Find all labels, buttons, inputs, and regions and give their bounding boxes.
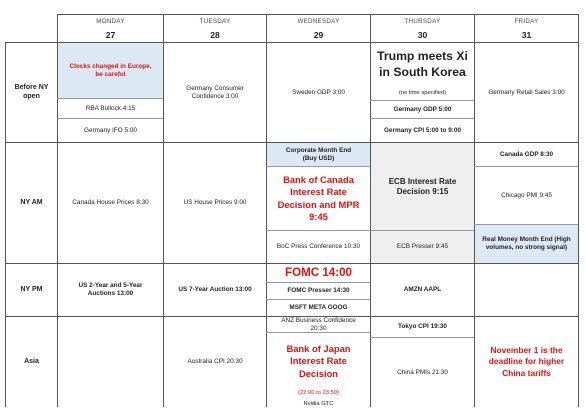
event-canada-house-prices: Canada House Prices 8:30	[72, 199, 149, 206]
event-earnings-thu: AMZN AAPL	[403, 286, 442, 293]
row-label-asia: Asia	[24, 357, 39, 365]
event-germany-cpi: Germany CPI 5:00 to 9:00	[383, 126, 462, 134]
day-date-tuesday: 28	[210, 29, 220, 40]
event-boc-decision: Bank of Canada Interest Rate Decision and MPR 9:45	[277, 173, 360, 222]
event-fri-ny-pm-empty	[475, 264, 578, 316]
event-rba-bullock: RBA Bullock 4:15	[85, 104, 136, 112]
event-boc-press-conference: BoC Press Conference 10:30	[276, 243, 361, 250]
row-label-ny-pm: NY PM	[20, 285, 43, 293]
event-clocks-changed: Clocks changed in Europe, be careful	[58, 43, 163, 98]
event-real-money-month-end: Real Money Month End (High volumes, no strong signal)	[475, 225, 578, 263]
event-ecb-presser: ECB Presser 9:45	[371, 231, 474, 263]
day-date-monday: 27	[105, 29, 116, 40]
row-label-before-ny: Before NY open	[14, 83, 49, 100]
day-name-tuesday: TUESDAY	[199, 18, 231, 26]
event-corporate-month-end: Corporate Month End (Buy USD)	[267, 143, 370, 166]
event-us-house-prices: US House Prices 9:00	[183, 199, 247, 206]
event-november-1-deadline: November 1 is the deadline for higher China tariffs	[488, 345, 565, 378]
day-name-friday: FRIDAY	[514, 18, 539, 26]
event-earnings-wed: MSFT META GOOG	[289, 304, 348, 311]
event-tokyo-cpi: Tokyo CPI 19:30	[398, 323, 447, 330]
event-chicago-pmi: Chicago PMI 9:45	[501, 191, 552, 199]
day-name-monday: MONDAY	[96, 18, 125, 26]
event-germany-ifo: Germany IFO 5:00	[84, 126, 137, 134]
event-china-pmis: China PMIs 21:30	[397, 368, 448, 376]
event-germany-consumer-confidence: Germany Consumer Confidence 3:00	[186, 84, 244, 100]
event-trump-meets-xi: Trump meets Xi in South Korea	[377, 49, 468, 79]
event-anz-business-confidence: ANZ Business Confidence 20:30	[281, 316, 356, 332]
event-us-7-year-auction: US 7-Year Auction 13:00	[178, 286, 252, 293]
day-name-thursday: THURSDAY	[404, 18, 441, 26]
event-fomc-presser: FOMC Presser 14:30	[287, 287, 350, 294]
event-fomc: FOMC 14:00	[284, 265, 352, 279]
event-boj-time: (22:00 to 23:59)	[298, 390, 339, 397]
event-boj-decision: Bank of Japan Interest Rate Decision	[286, 342, 351, 379]
event-sweden-gdp: Sweden GDP 3:00	[292, 88, 345, 96]
event-cut-off-row: Nvidia GTC	[303, 401, 334, 408]
event-no-time-specified: (no time specified)	[398, 89, 447, 96]
grid-line	[57, 14, 579, 15]
grid-line	[578, 14, 579, 407]
day-date-friday: 31	[521, 29, 532, 40]
event-germany-gdp: Germany GDP 5:00	[393, 105, 452, 113]
day-date-wednesday: 29	[313, 29, 324, 40]
event-australia-cpi: Australia CPI 20:30	[187, 358, 243, 365]
event-germany-retail-sales: Germany Retail Sales 3:00	[488, 88, 565, 96]
event-canada-gdp: Canada GDP 8:30	[499, 150, 554, 158]
event-us-auctions: US 2-Year and 5-Year Auctions 13:00	[78, 282, 143, 297]
day-date-thursday: 30	[417, 29, 428, 40]
row-label-ny-am: NY AM	[20, 198, 43, 206]
day-name-wednesday: WEDNESDAY	[297, 18, 340, 26]
event-ecb-decision: ECB Interest Rate Decision 9:15	[371, 143, 474, 230]
